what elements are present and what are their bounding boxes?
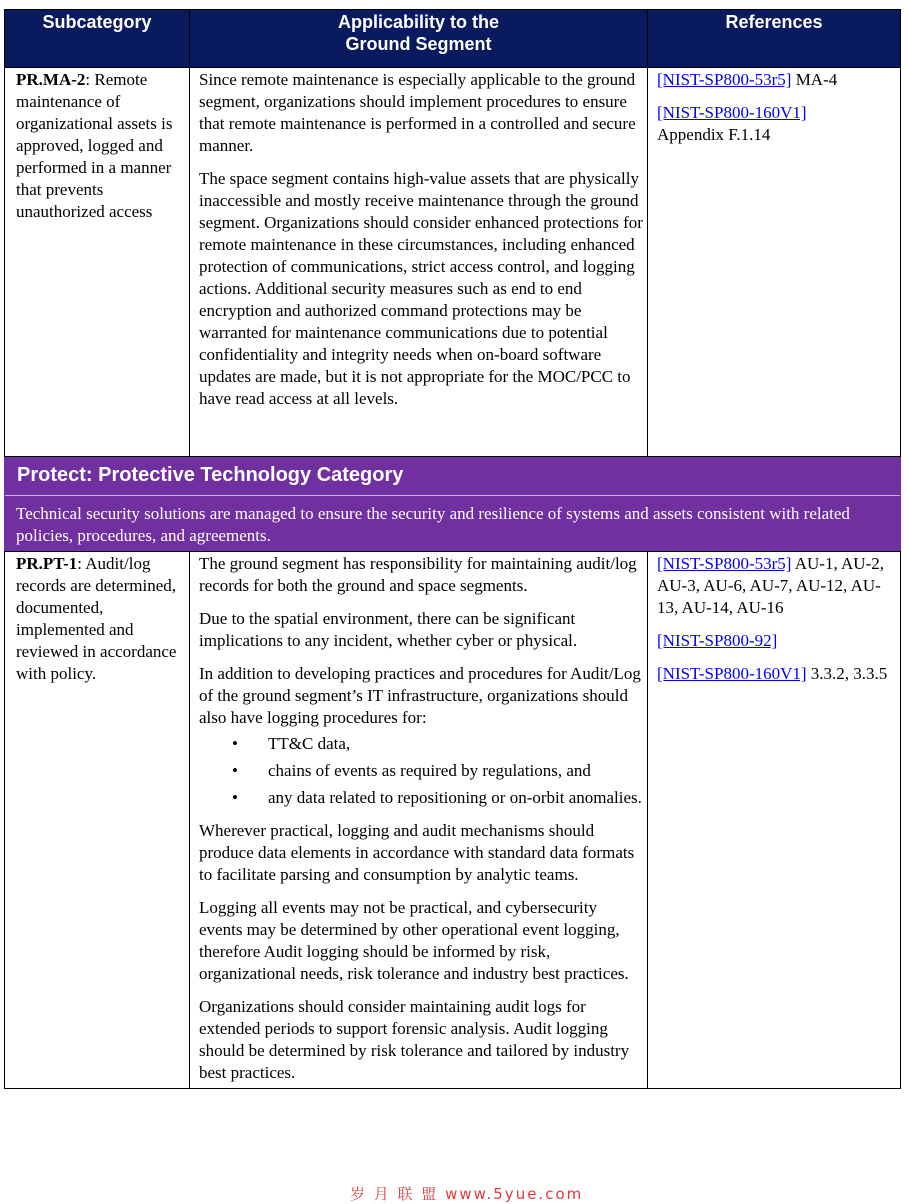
reference-link[interactable]: [NIST-SP800-53r5]	[657, 554, 792, 573]
header-applicability-line1: Applicability to the	[337, 12, 499, 32]
category-description: Technical security solutions are managed to ensure the security and resilience of systems and assets consistent with related policies, procedures, and agreements.	[16, 504, 850, 545]
reference-item	[657, 553, 896, 619]
reference-text: 3.3.2, 3.3.5	[806, 664, 888, 683]
subcategory-id: PR.PT-1	[16, 554, 78, 573]
list-item	[199, 787, 643, 809]
reference-link[interactable]: [NIST-SP800-53r5]	[657, 70, 792, 89]
applicability-cell	[190, 68, 648, 457]
bullet-icon: •	[232, 734, 238, 753]
paragraph: The ground segment has responsibility for maintaining audit/log records for both the ground and space segments.	[199, 554, 637, 595]
watermark: 岁 月 联 盟 www.5yue.com	[350, 1185, 584, 1203]
reference-text: MA-4	[791, 70, 838, 89]
reference-link[interactable]: [NIST-SP800-92]	[657, 631, 778, 650]
header-references: References	[648, 10, 901, 68]
header-applicability	[190, 10, 648, 68]
reference-link[interactable]: [NIST-SP800-160V1]	[657, 664, 807, 683]
references-cell	[648, 68, 901, 457]
category-title: Protect: Protective Technology Category	[5, 457, 900, 496]
table-row	[5, 68, 901, 457]
subcategory-cell	[5, 552, 190, 1089]
subcategory-id: PR.MA-2	[16, 70, 86, 89]
paragraph: Due to the spatial environment, there can be significant implications to any incident, whether cyber or physical.	[199, 609, 578, 650]
header-row	[5, 10, 901, 68]
reference-text: Appendix F.1.14	[657, 125, 771, 144]
bullet-list	[199, 733, 643, 809]
list-item-text: TT&C data,	[268, 734, 351, 753]
category-row	[5, 457, 901, 552]
reference-item	[657, 102, 896, 146]
category-cell	[5, 457, 901, 552]
subcategory-desc: : Remote maintenance of organizational assets is approved, logged and performed in a manner that prevents unauthorized access	[16, 70, 173, 221]
table-row	[5, 552, 901, 1089]
paragraph: Organizations should consider maintaining audit logs for extended periods to support forensic analysis. Audit logging should be determined by risk tolerance and tailored by industry best practices.	[199, 997, 630, 1082]
csf-table	[4, 9, 901, 1089]
header-subcategory: Subcategory	[5, 10, 190, 68]
list-item-text: chains of events as required by regulations, and	[268, 761, 591, 780]
bullet-icon: •	[232, 761, 238, 780]
header-applicability-line2: Ground Segment	[345, 34, 492, 54]
list-item	[199, 733, 643, 755]
subcategory-cell	[5, 68, 190, 457]
reference-item	[657, 630, 896, 652]
bullet-icon: •	[232, 788, 238, 807]
references-cell	[648, 552, 901, 1089]
reference-item	[657, 663, 896, 685]
subcategory-desc: : Audit/log records are determined, documented, implemented and reviewed in accordance with policy.	[16, 554, 177, 683]
document-page	[4, 9, 900, 1089]
paragraph: Logging all events may not be practical, and cybersecurity events may be determined by other operational event logging, therefore Audit logging should be informed by risk, organizational needs, risk tolerance and industry best practices.	[199, 898, 629, 983]
paragraph: The space segment contains high-value assets that are physically inaccessible and mostly receive maintenance through the ground segment. Organizations should consider enhanced protections for remote maintenance in these circumstances, including enhanced protection of communications, strict access control, and logging actions. Additional security measures such as end to end encryption and authorized command protections may be warranted for maintenance communications due to potential confidentiality and integrity needs when on-board software updates are made, but it is not appropriate for the MOC/PCC to have read access at all levels.	[199, 169, 643, 408]
list-item-text: any data related to repositioning or on-orbit anomalies.	[268, 788, 642, 807]
list-item	[199, 760, 643, 782]
reference-text: AU-1, AU-2, AU-3, AU-6, AU-7, AU-12, AU-13, AU-14, AU-16	[657, 554, 884, 617]
applicability-cell	[190, 552, 648, 1089]
reference-item	[657, 69, 896, 91]
paragraph: Since remote maintenance is especially applicable to the ground segment, organizations should implement procedures to ensure that remote maintenance is performed in a controlled and secure manner.	[199, 70, 636, 155]
reference-link[interactable]: [NIST-SP800-160V1]	[657, 103, 807, 122]
paragraph: Wherever practical, logging and audit mechanisms should produce data elements in accordance with standard data formats to facilitate parsing and consumption by analytic teams.	[199, 821, 635, 884]
paragraph: In addition to developing practices and procedures for Audit/Log of the ground segment’s IT infrastructure, organizations should also have logging procedures for:	[199, 664, 641, 727]
